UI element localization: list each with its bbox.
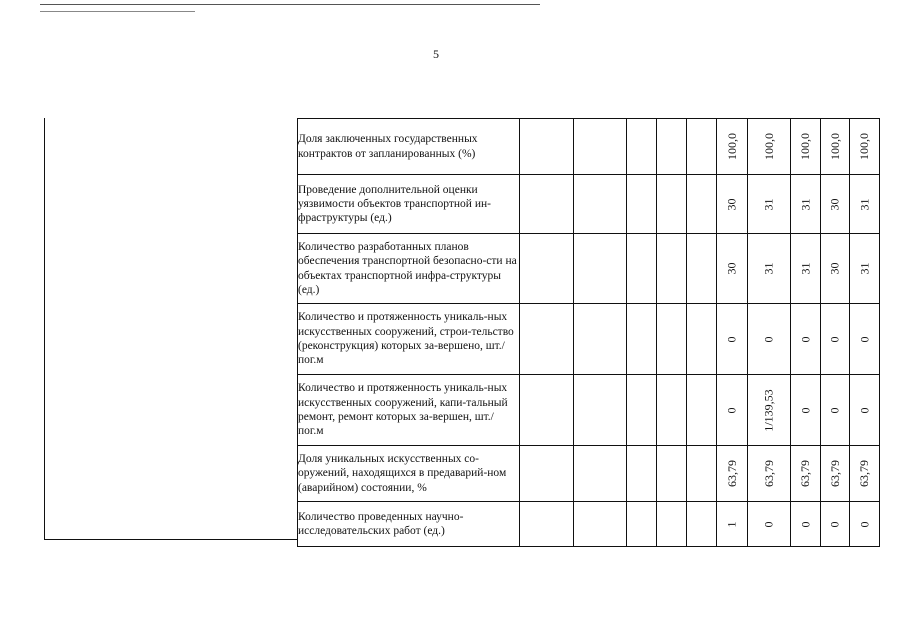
value-cell bbox=[850, 304, 880, 375]
empty-cell bbox=[687, 234, 717, 304]
indicator-value: 63,79 bbox=[857, 460, 872, 487]
value-cell bbox=[717, 175, 748, 234]
empty-cell bbox=[520, 175, 574, 234]
empty-cell bbox=[574, 446, 627, 502]
value-cell bbox=[748, 119, 791, 175]
indicator-name: Количество и протяженность уникаль-ных искусственных сооружений, строи-тельство (реконструкция) которых за-вершено, шт./пог.м bbox=[298, 304, 520, 375]
value-cell bbox=[748, 446, 791, 502]
table-row bbox=[298, 375, 880, 446]
empty-cell bbox=[687, 446, 717, 502]
empty-cell bbox=[627, 446, 657, 502]
indicator-value: 100,0 bbox=[724, 133, 739, 160]
value-cell bbox=[850, 234, 880, 304]
value-cell bbox=[821, 175, 850, 234]
indicator-value: 100,0 bbox=[827, 133, 842, 160]
value-cell bbox=[821, 119, 850, 175]
empty-cell bbox=[520, 234, 574, 304]
page-number: 5 bbox=[433, 47, 439, 61]
indicator-name: Доля заключенных государственных контрактов от запланированных (%) bbox=[298, 119, 520, 175]
indicator-value: 0 bbox=[724, 407, 739, 413]
top-rule bbox=[40, 4, 540, 5]
value-cell bbox=[821, 446, 850, 502]
indicator-value: 100,0 bbox=[798, 133, 813, 160]
indicator-name: Количество разработанных планов обеспечения транспортной безопасно-сти на объектах транспортной инфра-структуры (ед.) bbox=[298, 234, 520, 304]
indicator-value: 63,79 bbox=[798, 460, 813, 487]
empty-cell bbox=[627, 234, 657, 304]
value-cell bbox=[821, 502, 850, 547]
value-cell bbox=[717, 304, 748, 375]
indicator-value: 30 bbox=[827, 262, 842, 275]
indicator-value: 63,79 bbox=[761, 460, 776, 487]
indicator-value: 63,79 bbox=[724, 460, 739, 487]
indicator-value: 63,79 bbox=[827, 460, 842, 487]
value-cell bbox=[850, 119, 880, 175]
value-cell bbox=[717, 234, 748, 304]
empty-cell bbox=[520, 304, 574, 375]
empty-cell bbox=[687, 304, 717, 375]
value-cell bbox=[850, 175, 880, 234]
indicator-value: 0 bbox=[827, 407, 842, 413]
value-cell bbox=[791, 446, 821, 502]
indicator-value: 31 bbox=[798, 198, 813, 210]
empty-cell bbox=[687, 175, 717, 234]
value-cell bbox=[850, 375, 880, 446]
value-cell bbox=[717, 119, 748, 175]
indicator-value: 31 bbox=[761, 262, 776, 275]
indicator-value: 0 bbox=[857, 521, 872, 527]
value-cell bbox=[748, 175, 791, 234]
indicator-value: 0 bbox=[724, 336, 739, 342]
empty-cell bbox=[520, 119, 574, 175]
empty-cell bbox=[657, 234, 687, 304]
top-rule-short bbox=[40, 11, 195, 12]
value-cell bbox=[791, 375, 821, 446]
empty-cell bbox=[687, 375, 717, 446]
value-cell bbox=[821, 304, 850, 375]
indicator-value: 0 bbox=[761, 521, 776, 527]
value-cell bbox=[850, 446, 880, 502]
indicators-table bbox=[297, 118, 880, 547]
empty-cell bbox=[520, 502, 574, 547]
empty-cell bbox=[574, 175, 627, 234]
indicator-value: 1 bbox=[724, 521, 739, 527]
value-cell bbox=[791, 304, 821, 375]
indicator-value: 0 bbox=[761, 336, 776, 342]
value-cell bbox=[748, 502, 791, 547]
left-table-border bbox=[44, 118, 45, 540]
empty-cell bbox=[657, 175, 687, 234]
empty-cell bbox=[627, 304, 657, 375]
value-cell bbox=[748, 375, 791, 446]
table-row bbox=[298, 304, 880, 375]
indicator-value: 0 bbox=[857, 407, 872, 413]
empty-cell bbox=[520, 446, 574, 502]
indicator-value: 31 bbox=[857, 262, 872, 275]
empty-cell bbox=[657, 375, 687, 446]
value-cell bbox=[748, 304, 791, 375]
empty-cell bbox=[574, 502, 627, 547]
table-row bbox=[298, 175, 880, 234]
indicator-name: Доля уникальных искусственных со-оружений, находящихся в предаварий-ном (аварийном) состоянии, % bbox=[298, 446, 520, 502]
indicator-value: 31 bbox=[761, 198, 776, 210]
empty-cell bbox=[627, 119, 657, 175]
empty-cell bbox=[627, 502, 657, 547]
indicator-value: 0 bbox=[827, 336, 842, 342]
value-cell bbox=[717, 446, 748, 502]
indicator-value: 100,0 bbox=[857, 133, 872, 160]
value-cell bbox=[791, 175, 821, 234]
indicator-value: 30 bbox=[724, 262, 739, 275]
empty-cell bbox=[574, 304, 627, 375]
empty-cell bbox=[657, 119, 687, 175]
indicator-value: 0 bbox=[798, 336, 813, 342]
indicator-value: 30 bbox=[827, 198, 842, 210]
indicator-name: Проведение дополнительной оценки уязвимости объектов транспортной ин-фраструктуры (ед.) bbox=[298, 175, 520, 234]
value-cell bbox=[850, 502, 880, 547]
bottom-table-border bbox=[44, 539, 298, 540]
indicator-value: 1/139,53 bbox=[761, 388, 776, 432]
indicator-value: 31 bbox=[798, 262, 813, 275]
value-cell bbox=[791, 234, 821, 304]
indicator-name: Количество и протяженность уникаль-ных искусственных сооружений, капи-тальный ремонт, ремонт которых за-вершен, шт./пог.м bbox=[298, 375, 520, 446]
indicator-name: Количество проведенных научно-исследовательских работ (ед.) bbox=[298, 502, 520, 547]
value-cell bbox=[717, 502, 748, 547]
indicator-value: 30 bbox=[724, 198, 739, 210]
indicator-value: 0 bbox=[798, 407, 813, 413]
empty-cell bbox=[574, 234, 627, 304]
indicator-value: 31 bbox=[857, 198, 872, 210]
empty-cell bbox=[520, 375, 574, 446]
empty-cell bbox=[687, 119, 717, 175]
value-cell bbox=[748, 234, 791, 304]
table-row bbox=[298, 446, 880, 502]
value-cell bbox=[821, 234, 850, 304]
empty-cell bbox=[627, 175, 657, 234]
indicator-value: 0 bbox=[827, 521, 842, 527]
empty-cell bbox=[574, 375, 627, 446]
table-row bbox=[298, 119, 880, 175]
indicator-value: 0 bbox=[857, 336, 872, 342]
empty-cell bbox=[574, 119, 627, 175]
empty-cell bbox=[627, 375, 657, 446]
empty-cell bbox=[657, 502, 687, 547]
value-cell bbox=[791, 119, 821, 175]
table-row bbox=[298, 502, 880, 547]
value-cell bbox=[717, 375, 748, 446]
empty-cell bbox=[657, 446, 687, 502]
indicator-value: 0 bbox=[798, 521, 813, 527]
value-cell bbox=[821, 375, 850, 446]
indicator-value: 100,0 bbox=[761, 133, 776, 160]
value-cell bbox=[791, 502, 821, 547]
empty-cell bbox=[657, 304, 687, 375]
empty-cell bbox=[687, 502, 717, 547]
table-row bbox=[298, 234, 880, 304]
